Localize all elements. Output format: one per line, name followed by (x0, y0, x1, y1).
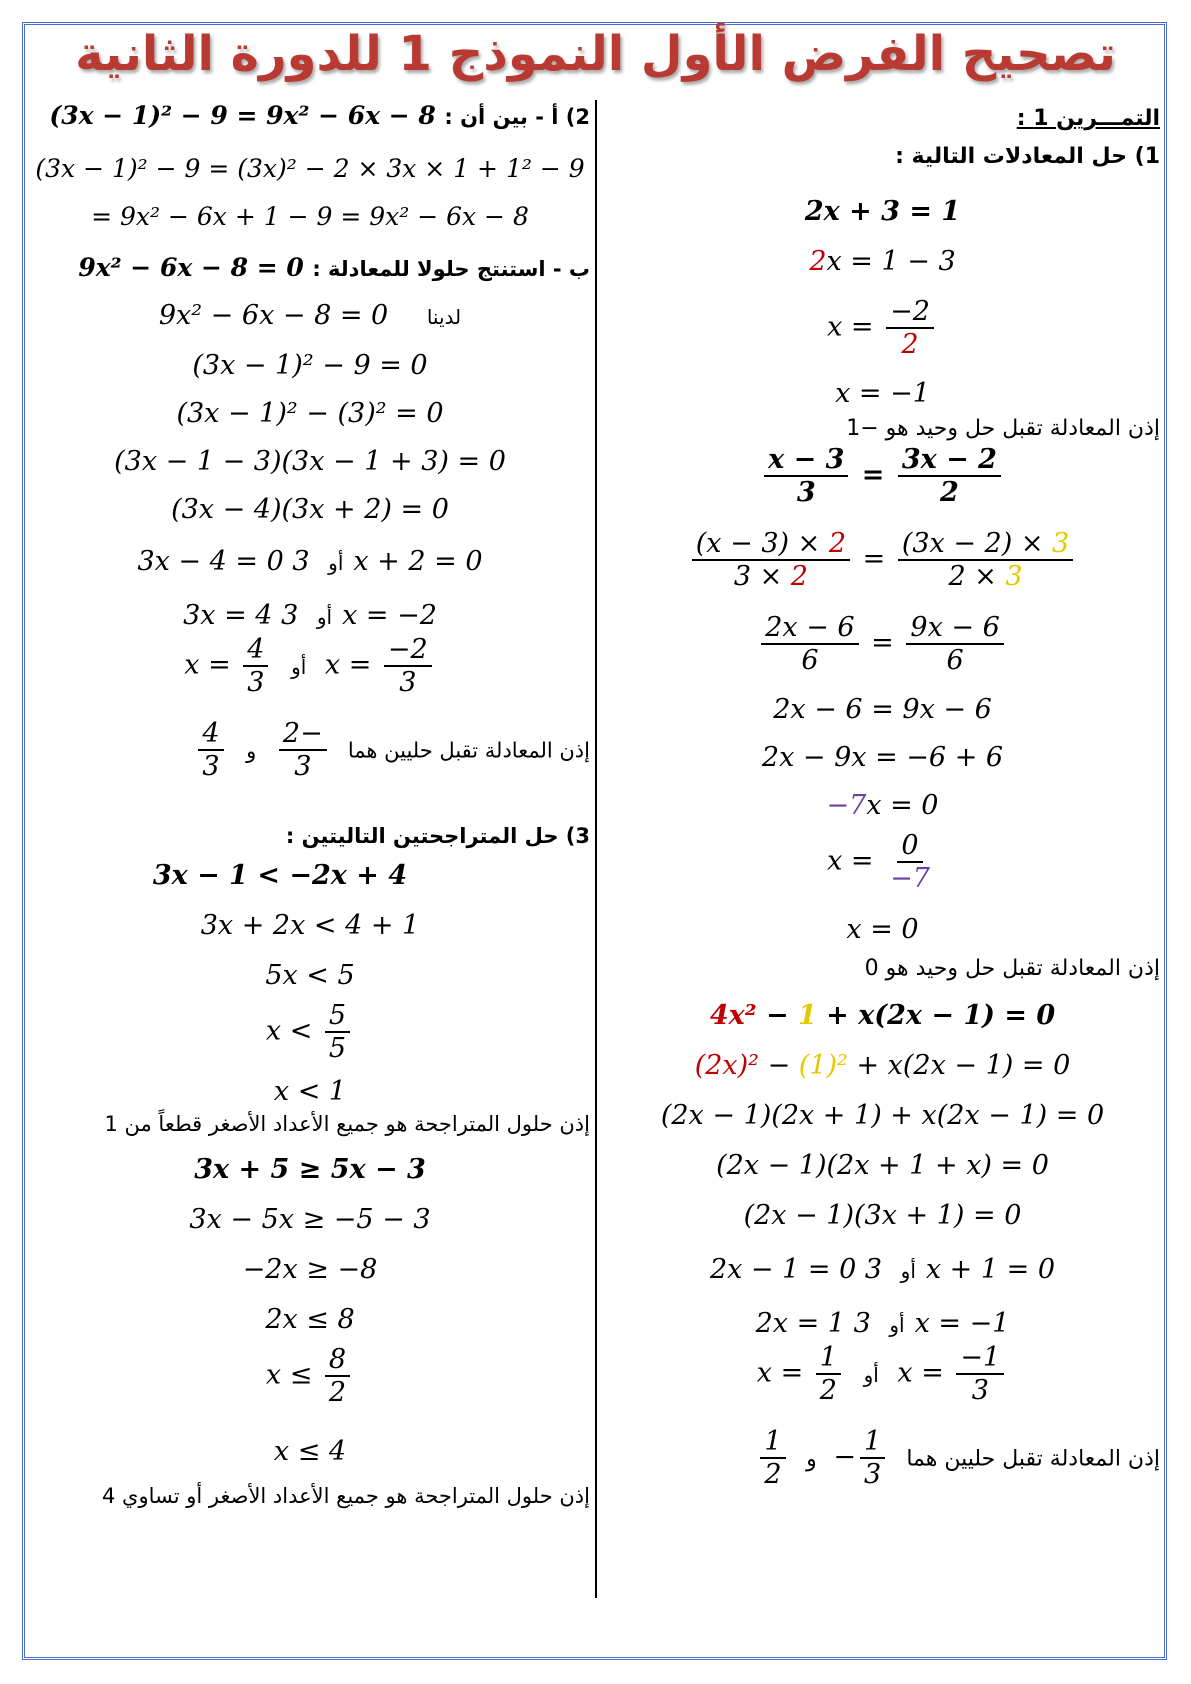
exercise-title: التمـــرين 1 : (1016, 106, 1160, 131)
or-word: أو (863, 1362, 879, 1387)
b-or-3 (30, 634, 590, 698)
q2a-line-1: (3x − 1)² − 9 = (3x)² − 2 × 3x × 1 + 1² − 9 (35, 154, 585, 183)
q2b-equation: 9x² − 6x − 8 = 0 (78, 253, 304, 282)
ladina-word: لدينا (426, 305, 462, 329)
eq3-or1-b: 3x + 1 = 0 (864, 1254, 1056, 1285)
or-word: أو (316, 605, 333, 629)
eq3-or-1 (605, 1254, 1160, 1285)
b-or3-lhs2: x = (324, 649, 372, 681)
b-conc-den1: 3 (294, 751, 312, 783)
eq2-final: x = 0 (846, 914, 919, 945)
b-or3-lhs1: x = (184, 649, 231, 681)
question-1: 1) حل المعادلات التالية : (895, 144, 1160, 169)
eq3-or2-b: 3x = −1 (853, 1308, 1010, 1339)
ine2-frac-lhs: x ≤ (265, 1359, 313, 1391)
and-word: و (806, 1446, 817, 1472)
q2a-equation: (3x − 1)² − 9 = 9x² − 6x − 8 (49, 101, 436, 130)
ine1-frac-lhs: x < (265, 1015, 313, 1047)
eq2-frac-num: 0 (897, 830, 922, 863)
eq1-frac-num: −2 (886, 296, 934, 329)
eq3-conc-den1: 3 (863, 1459, 882, 1491)
eq3-conc-den2: 2 (764, 1459, 782, 1491)
b-conc-num2: 4 (198, 718, 223, 751)
b-or3-num1: 4 (243, 634, 268, 667)
eq3-conc-num2: 1 (760, 1426, 785, 1459)
question-2b (30, 252, 590, 283)
ine1-frac-num: 5 (325, 1000, 350, 1033)
b-conc-text: إذن المعادلة تقبل حليين هما (347, 738, 590, 763)
b-line-3: (3x − 1)² − (3)² = 0 (176, 398, 444, 429)
ine1-line-1: 3x − 1 < −2x + 4 (152, 860, 408, 891)
b-or3-num2: −2 (384, 634, 432, 667)
b-line-4: (3x − 1 − 3)(3x − 1 + 3) = 0 (114, 446, 506, 477)
page-title: تصحيح الفرض الأول النموذج 1 للدورة الثانية (75, 26, 1116, 82)
b-line-1-eq: 9x² − 6x − 8 = 0 (158, 300, 389, 331)
ine2-frac-den: 2 (328, 1377, 347, 1409)
or-word: أو (900, 1259, 916, 1283)
eq2-step2-num2: 9x − 6 (906, 612, 1003, 645)
ine2-frac-num: 8 (325, 1344, 350, 1377)
b-conc-num1: −2 (279, 718, 327, 751)
eq2-frac (605, 830, 1160, 894)
eq3-or3-num2: −1 (956, 1342, 1004, 1375)
b-or3-den2: 3 (399, 667, 417, 699)
eq2-frac-den: −7 (890, 863, 930, 895)
b-conclusion (30, 718, 590, 782)
ine1-line-2: 3x + 2x < 4 + 1 (200, 910, 420, 941)
b-or3-den1: 3 (247, 667, 265, 699)
eq2-head-num1: x − 3 (764, 444, 848, 477)
eq3-conc-num1: 1 (860, 1426, 885, 1459)
or-word: أو (328, 551, 344, 575)
b-or2-b: 3x = −2 (281, 600, 437, 631)
eq3-line-3: (2x − 1)(2x + 1 + x) = 0 (716, 1150, 1049, 1181)
eq3-or3-lhs2: x = (897, 1357, 944, 1389)
eq3-or-2 (605, 1308, 1160, 1339)
eq2-line-1: 2x − 6 = 9x − 6 (773, 694, 992, 725)
eq2-frac-lhs: x = (827, 845, 874, 877)
ine2-line-2: 3x − 5x ≥ −5 − 3 (189, 1204, 431, 1235)
eq2-step2-den2: 6 (946, 645, 964, 677)
b-or1-a: 3x − 4 = 0 (137, 546, 284, 577)
b-line-2: (3x − 1)² − 9 = 0 (192, 350, 428, 381)
b-conc-den2: 3 (202, 751, 220, 783)
eq2-head: $\frac{x - 3}{3}$ = $\frac{3x - 2}{2}$ (605, 444, 1160, 508)
column-divider (595, 100, 597, 1598)
eq2-line-2: 2x − 9x = −6 + 6 (761, 742, 1004, 773)
eq3-or3-den1: 2 (819, 1375, 837, 1407)
b-line-1 (30, 300, 590, 331)
eq3-or1-a: 2x − 1 = 0 (709, 1254, 857, 1285)
b-or2-a: 3x = 4 (183, 600, 273, 631)
ine2-line-3: −2x ≥ −8 (242, 1254, 378, 1285)
b-line-5: (3x − 4)(3x + 2) = 0 (171, 494, 449, 525)
and-word: و (246, 738, 257, 763)
ine1-line-3: 5x < 5 (265, 960, 355, 991)
eq2-head-den2: 2 (939, 477, 959, 509)
eq1-line: 2x + 3 = 1 (804, 196, 961, 227)
eq3-or3-num1: 1 (816, 1342, 841, 1375)
eq3-line-1: (2x)² − (1)² + x(2x − 1) = 0 (694, 1050, 1071, 1081)
ine1-frac-den: 5 (328, 1033, 347, 1065)
or-word: أو (889, 1313, 905, 1337)
ine2-line-4: 2x ≤ 8 (265, 1304, 355, 1335)
eq2-step2: $\frac{2x - 6}{6}$ = $\frac{9x - 6}{6}$ (605, 612, 1160, 676)
eq3-head: 4x² − 1 + x(2x − 1) = 0 (709, 1000, 1056, 1031)
ine2-conclusion: إذن حلول المتراجحة هو جميع الأعداد الأصغر أو تساوي 4 (101, 1484, 590, 1508)
eq2-head-den1: 3 (796, 477, 816, 509)
eq2-head-num2: 3x − 2 (898, 444, 1001, 477)
eq1-result: x = −1 (835, 378, 930, 409)
eq2-line-3: −7x = 0 (826, 790, 939, 821)
question-2a (30, 100, 590, 131)
q2a-line-2: = 9x² − 6x + 1 − 9 = 9x² − 6x − 8 (91, 202, 529, 231)
ine1-frac (30, 1000, 590, 1064)
eq2-step2-den1: 6 (801, 645, 819, 677)
eq2-step1: $\frac{(x - 3) \times 2}{3 \times 2}$ = $\frac{(3x - 2) \times 3}{2 \times 3}$ (605, 528, 1160, 592)
ine2-final: x ≤ 4 (273, 1436, 347, 1467)
eq1-frac-lhs: x = (827, 311, 874, 343)
eq3-or-3 (605, 1342, 1160, 1406)
b-or1-b: 3x + 2 = 0 (292, 546, 483, 577)
eq1-frac (605, 296, 1160, 360)
eq1-frac-den: 2 (901, 329, 919, 361)
question-3: 3) حل المتراجحتين التاليتين : (285, 824, 590, 848)
eq1-step: 2x = 1 − 3 (809, 246, 956, 277)
q2b-text: ب - استنتج حلولا للمعادلة : (312, 257, 590, 281)
eq2-step2-num1: 2x − 6 (761, 612, 858, 645)
eq3-conclusion (645, 1426, 1160, 1490)
eq3-conc-text: إذن المعادلة تقبل حليين هما (906, 1446, 1160, 1472)
ine1-final: x < 1 (273, 1076, 347, 1107)
eq3-or3-den2: 3 (971, 1375, 989, 1407)
q2a-text: 2) أ - بين أن : (444, 105, 590, 129)
eq3-or2-a: 2x = 1 (755, 1308, 845, 1339)
b-or-1 (30, 546, 590, 577)
eq3-or3-lhs1: x = (756, 1357, 804, 1389)
eq3-conc-minus: − (833, 1441, 856, 1473)
eq3-line-4: (2x − 1)(3x + 1) = 0 (743, 1200, 1022, 1231)
ine2-line-1: 3x + 5 ≥ 5x − 3 (194, 1154, 426, 1185)
or-word: أو (291, 654, 307, 679)
ine1-conclusion: إذن حلول المتراجحة هو جميع الأعداد الأصغر قطعاً من 1 (104, 1112, 590, 1136)
ine2-frac (30, 1344, 590, 1408)
b-or-2 (30, 600, 590, 631)
eq1-conclusion: إذن المعادلة تقبل حل وحيد هو −1 (846, 416, 1160, 441)
eq3-line-2: (2x − 1)(2x + 1) + x(2x − 1) = 0 (660, 1100, 1105, 1131)
eq2-conclusion: إذن المعادلة تقبل حل وحيد هو 0 (864, 956, 1160, 981)
